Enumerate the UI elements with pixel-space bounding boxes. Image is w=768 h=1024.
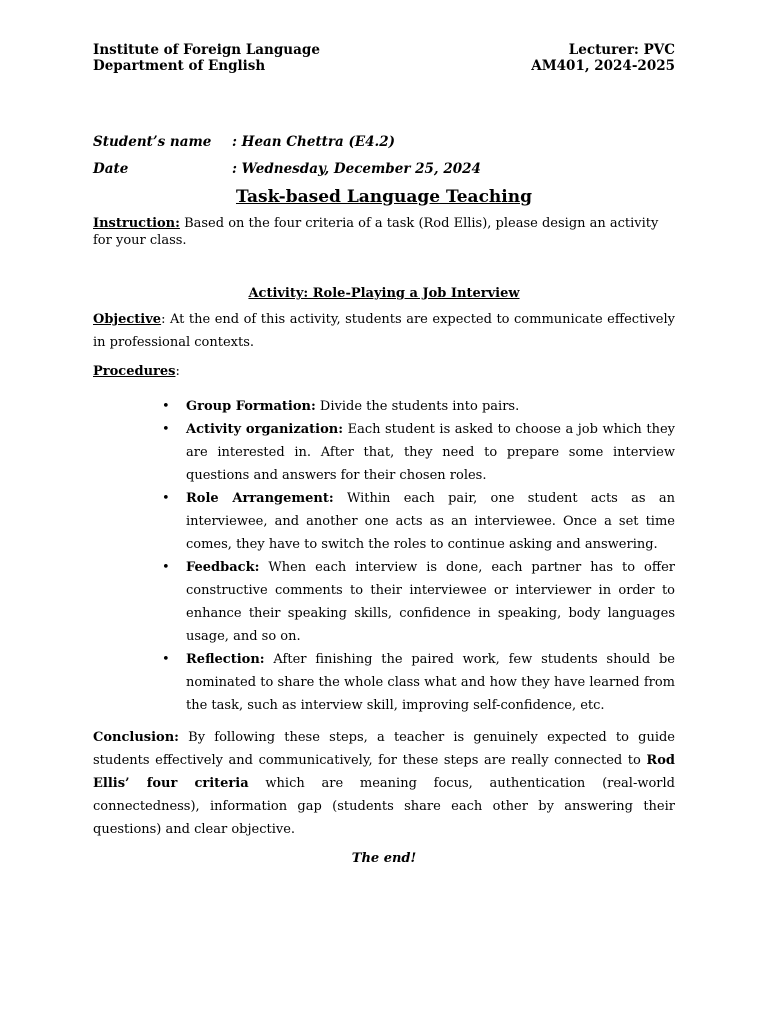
procedure-text: Each student is asked to choose a job which they are interested in. After that, they need to prepare some interview questions and answers for their chosen roles. — [186, 422, 675, 483]
course-block — [531, 42, 675, 74]
conclusion-text-2: which are meaning focus, authentication (real-world connectedness), information gap (students share each other by answering their questions) and clear objective. — [93, 776, 675, 837]
instruction-label: Instruction: — [93, 216, 180, 231]
document-title: Task-based Language Teaching — [235, 187, 532, 207]
procedure-text: Divide the students into pairs. — [315, 399, 520, 414]
bullet-icon: • — [162, 422, 170, 437]
procedures-list — [93, 395, 675, 717]
bullet-icon: • — [162, 399, 170, 414]
student-name-row — [93, 134, 675, 151]
list-item — [162, 487, 676, 556]
instruction-paragraph — [93, 215, 675, 249]
lecturer-line: Lecturer: PVC — [568, 42, 675, 58]
objective-text: : At the end of this activity, students are expected to communicate effectively in professional contexts. — [93, 312, 675, 350]
list-item — [162, 418, 675, 487]
bullet-icon: • — [162, 560, 170, 575]
objective-paragraph — [93, 308, 675, 354]
student-info — [93, 134, 675, 178]
procedure-label: Role Arrangement: — [186, 491, 334, 506]
procedure-text: After finishing the paired work, few students should be nominated to share the whole class what and how they have learned from the task, such as interview skill, improving self-confidence, etc. — [186, 652, 675, 713]
conclusion-emphasis: Rod Ellis’ four criteria — [93, 753, 675, 791]
conclusion-label: Conclusion: — [93, 730, 179, 745]
end-note: The end! — [351, 851, 417, 866]
department-name: Department of English — [93, 58, 266, 74]
procedure-label: Feedback: — [186, 560, 260, 575]
conclusion-paragraph — [93, 726, 675, 841]
bullet-icon: • — [162, 491, 170, 506]
date-value: : Wednesday, December 25, 2024 — [232, 161, 481, 177]
conclusion-text-1: By following these steps, a teacher is genuinely expected to guide students effectively and communicatively, for these steps are really connected to — [93, 730, 675, 768]
list-item — [162, 648, 675, 717]
date-row — [93, 161, 675, 178]
student-name-label: Student’s name — [93, 134, 212, 150]
list-item — [162, 556, 675, 648]
student-name-value: : Hean Chettra (E4.2) — [232, 134, 396, 150]
date-label: Date — [93, 161, 129, 177]
list-item — [162, 395, 675, 418]
procedure-label: Reflection: — [186, 652, 265, 667]
institute-name: Institute of Foreign Language — [93, 42, 320, 58]
objective-label: Objective — [93, 312, 162, 327]
course-code-line: AM401, 2024-2025 — [531, 58, 675, 74]
procedures-colon: : — [175, 364, 180, 379]
institution-block — [93, 42, 320, 74]
procedure-text: Within each pair, one student acts as an interviewee, and another one acts as an interviewee. Once a set time comes, they have to switch the roles to continue asking and answering. — [186, 491, 676, 552]
bullet-icon: • — [162, 652, 170, 667]
procedures-label: Procedures — [93, 364, 176, 379]
document-header — [93, 42, 675, 74]
activity-title: Activity: Role-Playing a Job Interview — [248, 286, 520, 301]
procedures-heading — [93, 363, 675, 381]
instruction-text: Based on the four criteria of a task (Rod Ellis), please design an activity for your class. — [93, 216, 659, 248]
procedure-label: Activity organization: — [186, 422, 344, 437]
procedure-text: When each interview is done, each partner has to offer constructive comments to their interviewee or interviewer in order to enhance their speaking skills, confidence in speaking, body languages usage, and so on. — [186, 560, 675, 644]
procedure-label: Group Formation: — [186, 399, 316, 414]
